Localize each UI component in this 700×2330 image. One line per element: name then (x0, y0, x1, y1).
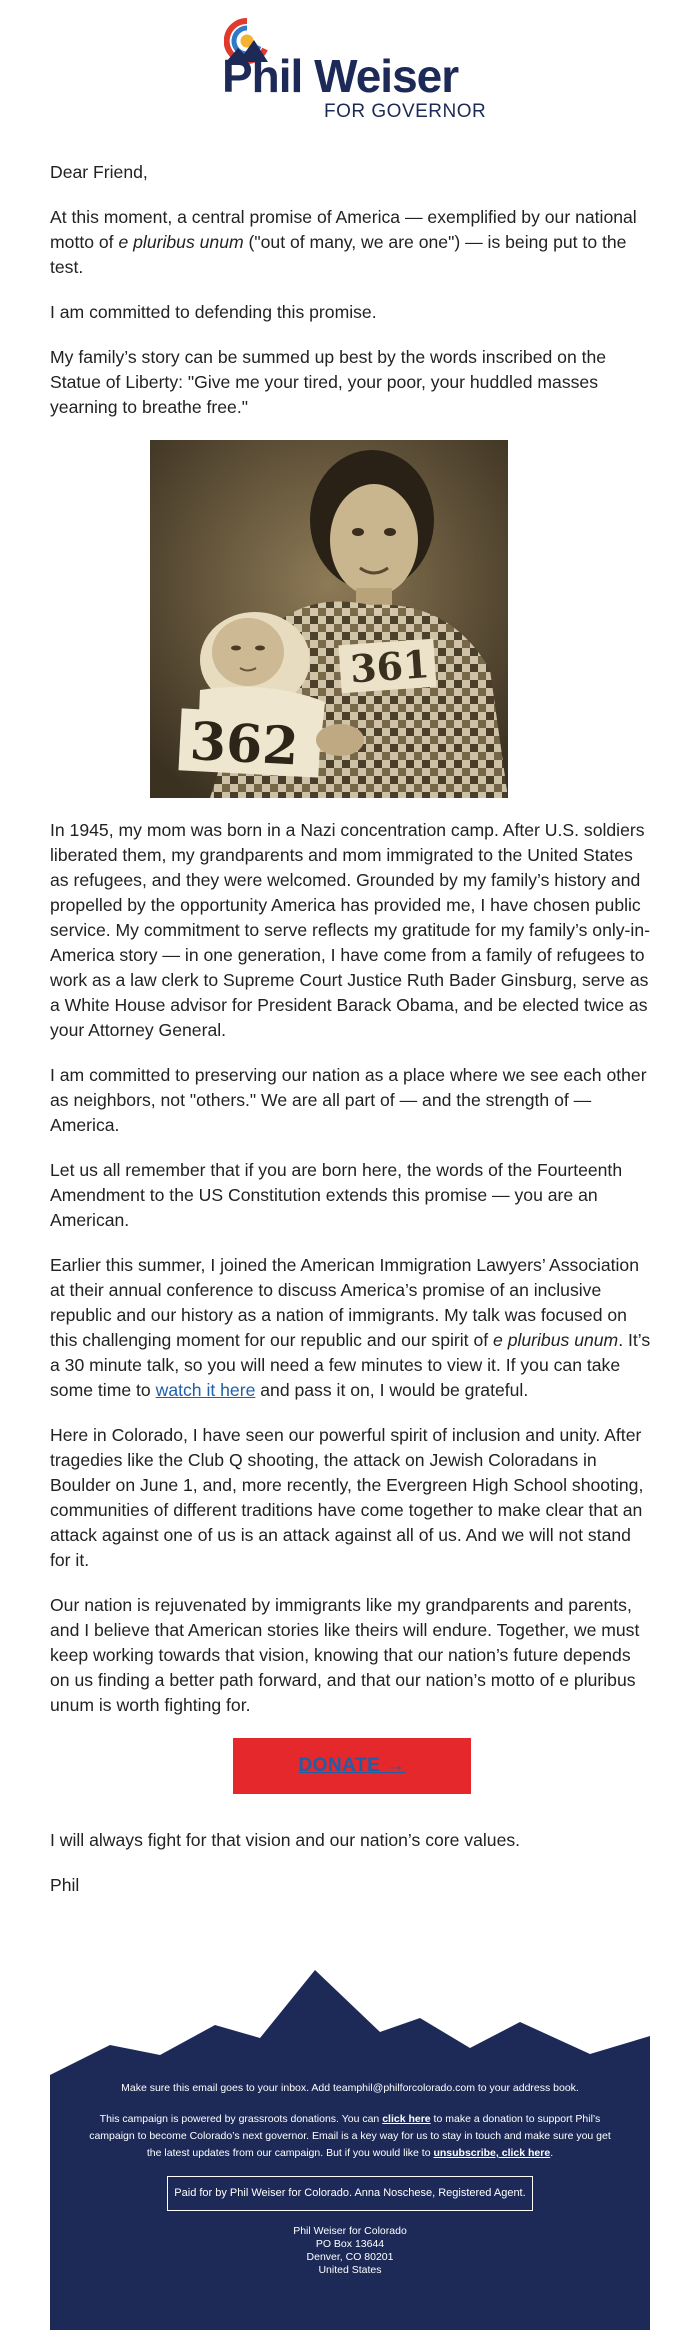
donate-row (50, 1738, 654, 1794)
mailing-address (50, 2225, 650, 2277)
paragraph-1: At this moment, a central promise of America — exemplified by our national motto of e pluribus unum ("out of many, we are one") — is being put to the test. (50, 207, 637, 277)
unsubscribe-link[interactable]: unsubscribe, click here (433, 2147, 551, 2159)
photo-sign-361: 361 (348, 641, 431, 692)
greeting: Dear Friend, (50, 162, 148, 182)
paragraph-8: Here in Colorado, I have seen our powerful spirit of inclusion and unity. After tragedies like the Club Q shooting, the attack on Jewish Coloradans in Boulder on June 1, and, more recently, the Evergreen High School shooting, communities of different traditions have come together to make clear that an attack against one of us is an attack against all of us. And we will not stand for it. (50, 1425, 644, 1570)
paragraph-3: My family’s story can be summed up best by the words inscribed on the Statue of Liberty: "Give me your tired, your poor, your huddled masses yearning to breathe free." (50, 347, 607, 417)
grassroots-note: This campaign is powered by grassroots donations. You can click here to make a donation to support Phil’s campaign to become Colorado’s next governor. Email is a key way for us to stay in touch and make sure you get the latest updates from our campaign. But if you would like to unsubscribe, click here. (89, 2113, 611, 2159)
address-line-3: Denver, CO 80201 (306, 2251, 394, 2263)
address-line-2: PO Box 13644 (315, 2238, 385, 2250)
footer-content (50, 2080, 650, 2277)
letter-body (50, 160, 654, 1918)
paid-for-disclaimer: Paid for by Phil Weiser for Colorado. Anna Noschese, Registered Agent. (167, 2176, 533, 2211)
signoff: Phil (50, 1875, 80, 1895)
latin-motto: e pluribus unum (118, 232, 244, 252)
paragraph-6: Let us all remember that if you are born here, the words of the Fourteenth Amendment to the US Constitution extends this promise — you are an American. (50, 1160, 623, 1230)
campaign-logo[interactable] (0, 0, 700, 130)
paragraph-4: In 1945, my mom was born in a Nazi concentration camp. After U.S. soldiers liberated them, my grandparents and mom immigrated to the United States as refugees, and they were welcomed. Grounded by my family’s history and propelled by the opportunity America has provided me, I have chosen public service. My commitment to serve reflects my gratitude for my family’s only-in-America story — in one generation, I have come from a family of refugees to work as a law clerk to Supreme Court Justice Ruth Bader Ginsburg, serve as a White House advisor for President Barack Obama, and be elected twice as your Attorney General. (50, 820, 650, 1040)
logo-subtitle: FOR GOVERNOR (324, 101, 487, 122)
address-line-4: United States (318, 2264, 382, 2276)
photo-sign-362: 362 (188, 710, 300, 778)
address-line-1: Phil Weiser for Colorado (293, 2225, 407, 2237)
watch-it-here-link[interactable]: watch it here (155, 1380, 256, 1400)
donate-click-here-link[interactable]: click here (382, 2113, 431, 2125)
paragraph-2: I am committed to defending this promise. (50, 302, 377, 322)
paragraph-9: Our nation is rejuvenated by immigrants like my grandparents and parents, and I believe that American stories like theirs will endure. Together, we must keep working towards that vision, knowing that our nation’s future depends on us finding a better path forward, and that our nation’s motto of e pluribus unum is worth fighting for. (50, 1595, 640, 1715)
paragraph-5: I am committed to preserving our nation as a place where we see each other as neighbors, not "others." We are all part of — and the strength of — America. (50, 1065, 647, 1135)
logo-name: Phil Weiser (222, 50, 459, 102)
paragraph-10: I will always fight for that vision and our nation’s core values. (50, 1830, 521, 1850)
donate-button[interactable]: DONATE → (233, 1738, 471, 1794)
paragraph-7: Earlier this summer, I joined the American Immigration Lawyers’ Association at their annual conference to discuss America’s promise of an inclusive republic and our history as a nation of immigrants. My talk was focused on this challenging moment for our republic and our spirit of e pluribus unum. It’s a 30 minute talk, so you will need a few minutes to view it. If you can take some time to watch it here and pass it on, I would be grateful. (50, 1255, 651, 1400)
inbox-note: Make sure this email goes to your inbox. Add teamphil@philforcolorado.com to your address book. (121, 2082, 579, 2094)
family-photo (150, 440, 508, 798)
latin-motto: e pluribus unum (493, 1330, 619, 1350)
footer (50, 1970, 650, 2330)
